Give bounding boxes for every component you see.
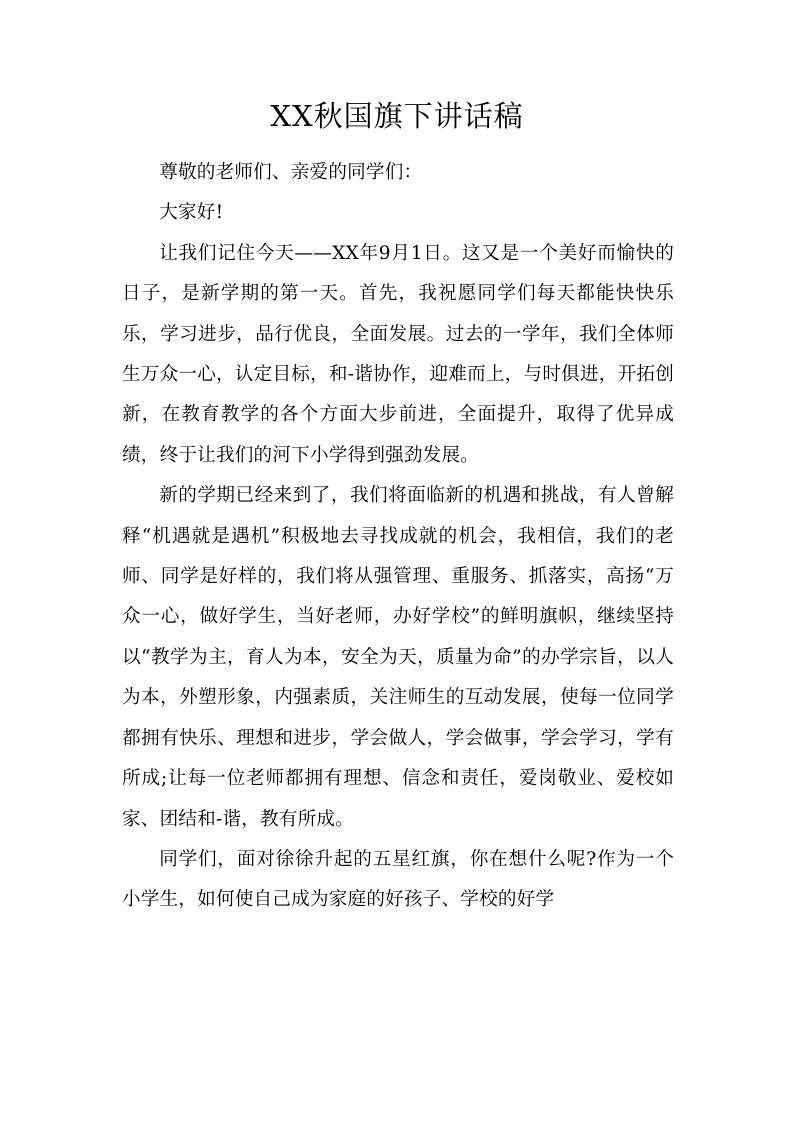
paragraph: 新的学期已经来到了，我们将面临新的机遇和挑战，有人曾解释“机遇就是遇机”积极地去寻找成就的机会，我相信，我们的老师、同学是好样的，我们将从强管理、重服务、抓落实，高扬“万众一心，做好学生，当好老师，办好学校”的鲜明旗帜，继续坚持以“教学为主，育人为本，安全为天，质量为命”的办学宗旨，以人为本，外塑形象，内强素质，关注师生的互动发展，使每一位同学都拥有快乐、理想和进步，学会做人，学会做事，学会学习，学有所成;让每一位老师都拥有理想、信念和责任，爱岗敬业、爱校如家、团结和-谐，教有所成。 (122, 485, 674, 830)
salutation: 尊敬的老师们、亲爱的同学们： (159, 162, 423, 183)
document-body (122, 153, 674, 921)
paragraph: 让我们记住今天——XX年9月1日。这又是一个美好而愉快的日子，是新学期的第一天。首先，我祝愿同学们每天都能快快乐乐，学习进步，品行优良，全面发展。过去的一学年，我们全体师生万众一心，认定目标，和-谐协作，迎难而上，与时俱进，开拓创新，在教育教学的各个方面大步前进，全面提升，取得了优异成绩，终于让我们的河下小学得到强劲发展。 (122, 242, 674, 466)
document-title: XX秋国旗下讲话稿 (270, 99, 524, 133)
greeting: 大家好! (159, 202, 224, 224)
paragraph: 同学们，面对徐徐升起的五星红旗，你在想什么呢?作为一个小学生，如何使自己成为家庭的好孩子、学校的好学 (122, 848, 674, 911)
